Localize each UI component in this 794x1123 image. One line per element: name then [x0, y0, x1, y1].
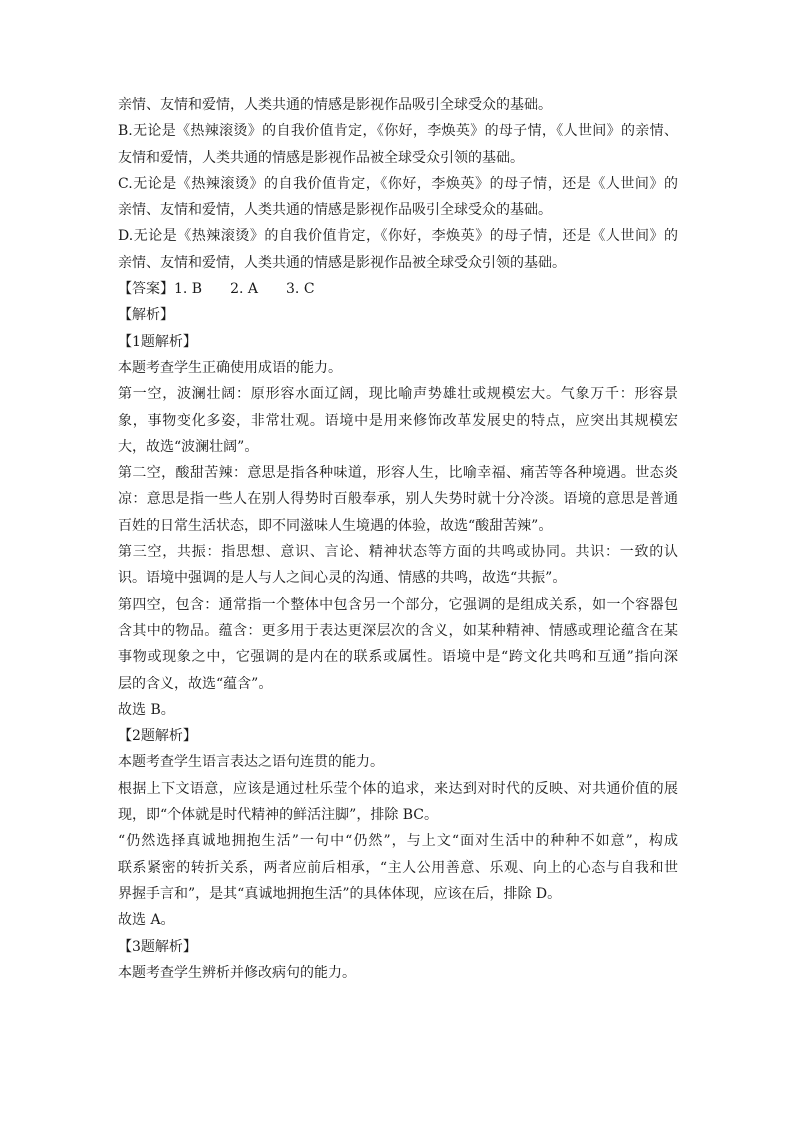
text-line: 【答案】1. B 2. A 3. C — [118, 281, 315, 298]
text-line: 识。语境中强调的是人与人之间心灵的沟通、情感的共鸣，故选“共振”。 — [118, 570, 567, 587]
text-line: 亲情、友情和爱情，人类共通的情感是影视作品吸引全球受众的基础。 — [118, 202, 552, 219]
text-line: 现，即“个体就是时代精神的鲜活注脚”，排除 BC。 — [118, 807, 439, 824]
text-line: 本题考查学生语言表达之语句连贯的能力。 — [118, 754, 384, 771]
document-page — [118, 92, 678, 986]
text-line: 故选 B。 — [118, 701, 175, 718]
text-line: 含其中的物品。蕴含：更多用于表达更深层次的含义，如某种精神、情感或理论蕴含在某 — [118, 622, 678, 639]
text-line: 大，故选“波澜壮阔”。 — [118, 438, 259, 455]
text-line: 第四空，包含：通常指一个整体中包含另一个部分，它强调的是组成关系，如一个容器包 — [118, 596, 678, 613]
text-line: 根据上下文语意，应该是通过杜乐莹个体的追求，来达到对时代的反映、对共通价值的展 — [118, 780, 678, 797]
text-line: 第三空，共振：指思想、意识、言论、精神状态等方面的共鸣或协同。共识：一致的认 — [118, 544, 678, 561]
text-line: 凉：意思是指一些人在别人得势时百般奉承，别人失势时就十分冷淡。语境的意思是普通 — [118, 491, 678, 508]
text-line: 事物或现象之中，它强调的是内在的联系或属性。语境中是“跨文化共鸣和互通”指向深 — [118, 649, 678, 666]
text-line: 故选 A。 — [118, 912, 175, 929]
text-line: 本题考查学生辨析并修改病句的能力。 — [118, 964, 356, 981]
text-line: 第一空，波澜壮阔：原形容水面辽阔，现比喻声势雄壮或规模宏大。气象万千：形容景 — [118, 386, 678, 403]
text-line: B.无论是《热辣滚烫》的自我价值肯定，《你好，李焕英》的母子情，《人世间》的亲情、 — [118, 123, 678, 140]
text-line: 【2题解析】 — [118, 728, 197, 745]
text-line: 百姓的日常生活状态，即不同滋味人生境遇的体验，故选“酸甜苦辣”。 — [118, 517, 553, 534]
text-line: C.无论是《热辣滚烫》的自我价值肯定，《你好，李焕英》的母子情，还是《人世间》的 — [118, 175, 678, 192]
text-line: 本题考查学生正确使用成语的能力。 — [118, 359, 342, 376]
text-line: 【1题解析】 — [118, 333, 197, 350]
text-line: 【3题解析】 — [118, 938, 197, 955]
text-line: 【解析】 — [118, 307, 174, 324]
text-line: 界握手言和”，是其“真诚地拥抱生活”的具体体现，应该在后，排除 D。 — [118, 885, 562, 902]
text-line: 亲情、友情和爱情，人类共通的情感是影视作品被全球受众引领的基础。 — [118, 254, 566, 271]
text-line: 象，事物变化多姿，非常壮观。语境中是用来修饰改革发展史的特点，应突出其规模宏 — [118, 412, 678, 429]
text-line: 第二空，酸甜苦辣：意思是指各种味道，形容人生，比喻幸福、痛苦等各种境遇。世态炎 — [118, 465, 678, 482]
text-line: “仍然选择真诚地拥抱生活”一句中“仍然”，与上文“面对生活中的种种不如意”，构成 — [118, 833, 678, 850]
text-line: D.无论是《热辣滚烫》的自我价值肯定，《你好，李焕英》的母子情，还是《人世间》的 — [118, 228, 678, 245]
text-line: 联系紧密的转折关系，两者应前后相承，“主人公用善意、乐观、向上的心态与自我和世 — [118, 859, 678, 876]
text-line: 友情和爱情，人类共通的情感是影视作品被全球受众引领的基础。 — [118, 149, 524, 166]
text-line: 亲情、友情和爱情，人类共通的情感是影视作品吸引全球受众的基础。 — [118, 97, 552, 113]
text-line: 层的含义，故选“蕴含”。 — [118, 675, 273, 692]
